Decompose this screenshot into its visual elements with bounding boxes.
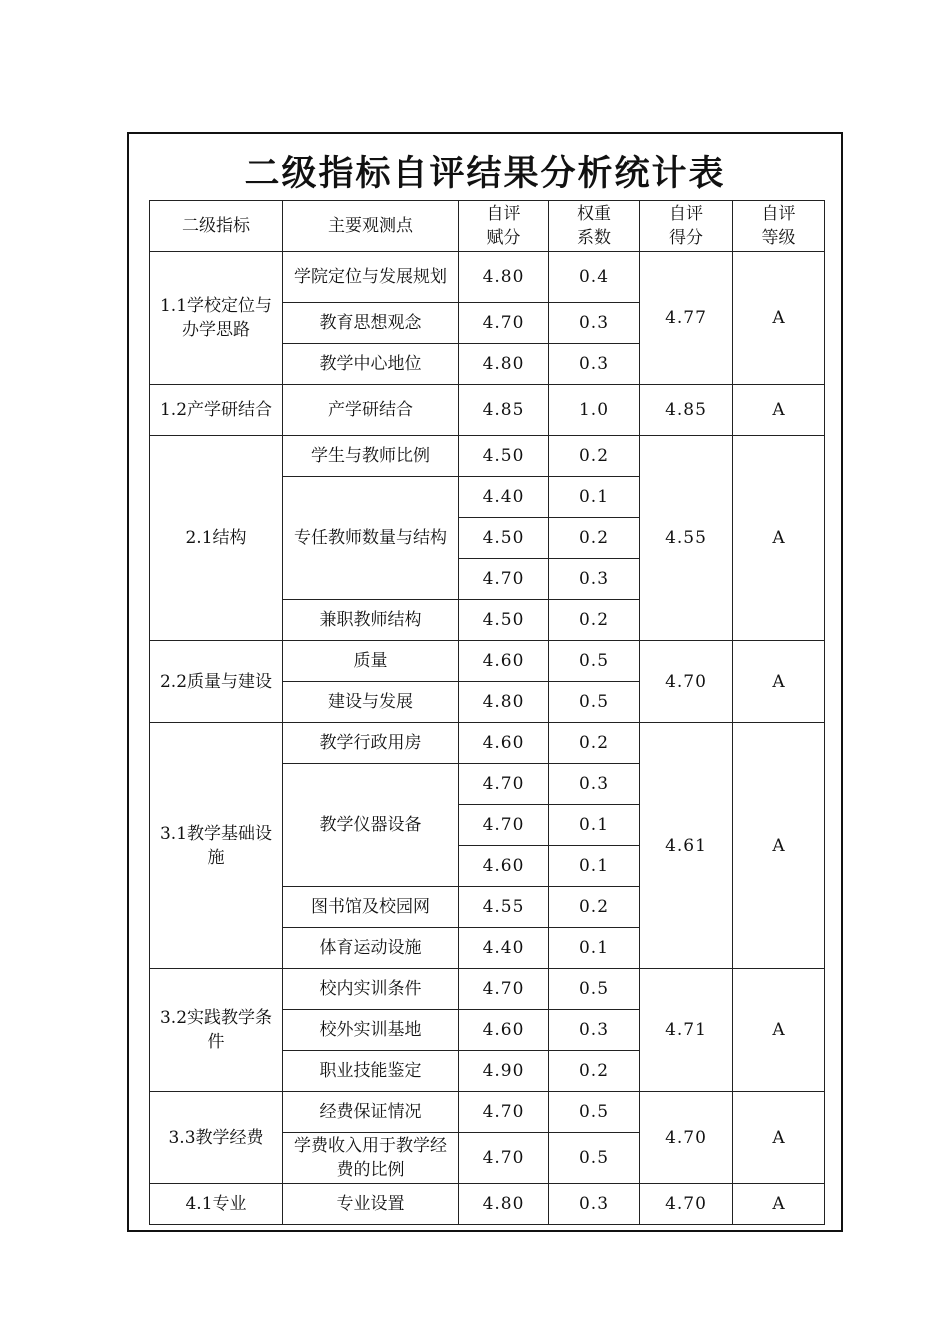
self-score-cell: 4.70 [459, 559, 549, 600]
self-score-cell: 4.50 [459, 600, 549, 641]
header-main-points: 主要观测点 [283, 201, 459, 252]
grade-cell: A [733, 641, 825, 723]
weight-cell: 0.2 [549, 436, 640, 477]
header-grade: 自评 等级 [733, 201, 825, 252]
self-score-cell: 4.60 [459, 641, 549, 682]
weight-cell: 0.5 [549, 1092, 640, 1133]
weight-cell: 0.5 [549, 1133, 640, 1184]
self-result-cell: 4.77 [640, 252, 733, 385]
self-result-cell: 4.70 [640, 641, 733, 723]
self-score-cell: 4.80 [459, 252, 549, 303]
observation-point-cell: 职业技能鉴定 [283, 1051, 459, 1092]
weight-cell: 0.3 [549, 1010, 640, 1051]
observation-point-cell: 教学中心地位 [283, 344, 459, 385]
self-score-cell: 4.90 [459, 1051, 549, 1092]
observation-point-cell: 教育思想观念 [283, 303, 459, 344]
weight-cell: 0.3 [549, 344, 640, 385]
weight-cell: 0.2 [549, 518, 640, 559]
observation-point-cell: 图书馆及校园网 [283, 887, 459, 928]
weight-cell: 0.4 [549, 252, 640, 303]
weight-cell: 0.2 [549, 723, 640, 764]
self-result-cell: 4.70 [640, 1184, 733, 1225]
weight-cell: 0.1 [549, 477, 640, 518]
self-score-cell: 4.80 [459, 344, 549, 385]
secondary-index-cell: 3.1教学基础设施 [150, 723, 283, 969]
table-row [150, 723, 825, 764]
observation-point-cell: 建设与发展 [283, 682, 459, 723]
observation-point-cell: 校外实训基地 [283, 1010, 459, 1051]
grade-cell: A [733, 252, 825, 385]
weight-cell: 0.3 [549, 764, 640, 805]
weight-cell: 0.3 [549, 303, 640, 344]
weight-cell: 0.5 [549, 682, 640, 723]
weight-cell: 0.3 [549, 1184, 640, 1225]
self-score-cell: 4.40 [459, 477, 549, 518]
self-result-cell: 4.71 [640, 969, 733, 1092]
weight-cell: 0.1 [549, 846, 640, 887]
observation-point-cell: 专任教师数量与结构 [283, 477, 459, 600]
observation-point-cell: 体育运动设施 [283, 928, 459, 969]
observation-point-cell: 教学仪器设备 [283, 764, 459, 887]
grade-cell: A [733, 969, 825, 1092]
observation-point-cell: 兼职教师结构 [283, 600, 459, 641]
header-secondary-index: 二级指标 [150, 201, 283, 252]
self-result-cell: 4.70 [640, 1092, 733, 1184]
observation-point-cell: 产学研结合 [283, 385, 459, 436]
observation-point-cell: 学院定位与发展规划 [283, 252, 459, 303]
table-row [150, 436, 825, 477]
header-self-result: 自评 得分 [640, 201, 733, 252]
weight-cell: 0.5 [549, 969, 640, 1010]
table-row [150, 641, 825, 682]
weight-cell: 0.3 [549, 559, 640, 600]
weight-cell: 0.2 [549, 887, 640, 928]
header-self-score: 自评 赋分 [459, 201, 549, 252]
self-score-cell: 4.80 [459, 1184, 549, 1225]
weight-cell: 0.2 [549, 1051, 640, 1092]
self-score-cell: 4.40 [459, 928, 549, 969]
secondary-index-cell: 3.3教学经费 [150, 1092, 283, 1184]
observation-point-cell: 教学行政用房 [283, 723, 459, 764]
observation-point-cell: 校内实训条件 [283, 969, 459, 1010]
secondary-index-cell: 1.2产学研结合 [150, 385, 283, 436]
self-score-cell: 4.55 [459, 887, 549, 928]
evaluation-table [149, 200, 825, 1225]
self-score-cell: 4.80 [459, 682, 549, 723]
self-score-cell: 4.70 [459, 805, 549, 846]
table-row [150, 969, 825, 1010]
table-row [150, 385, 825, 436]
self-score-cell: 4.70 [459, 1092, 549, 1133]
observation-point-cell: 学生与教师比例 [283, 436, 459, 477]
secondary-index-cell: 4.1专业 [150, 1184, 283, 1225]
grade-cell: A [733, 385, 825, 436]
self-result-cell: 4.61 [640, 723, 733, 969]
table-row [150, 1184, 825, 1225]
header-row [150, 201, 825, 252]
page-title: 二级指标自评结果分析统计表 [244, 153, 726, 194]
observation-point-cell: 学费收入用于教学经费的比例 [283, 1133, 459, 1184]
grade-cell: A [733, 1184, 825, 1225]
weight-cell: 1.0 [549, 385, 640, 436]
secondary-index-cell: 2.1结构 [150, 436, 283, 641]
self-score-cell: 4.50 [459, 518, 549, 559]
table-row [150, 1092, 825, 1133]
document-frame [127, 132, 843, 1232]
weight-cell: 0.1 [549, 928, 640, 969]
secondary-index-cell: 3.2实践教学条件 [150, 969, 283, 1092]
secondary-index-cell: 1.1学校定位与办学思路 [150, 252, 283, 385]
table-body [150, 201, 825, 1225]
self-score-cell: 4.50 [459, 436, 549, 477]
weight-cell: 0.5 [549, 641, 640, 682]
grade-cell: A [733, 1092, 825, 1184]
header-weight: 权重 系数 [549, 201, 640, 252]
grade-cell: A [733, 723, 825, 969]
grade-cell: A [733, 436, 825, 641]
observation-point-cell: 质量 [283, 641, 459, 682]
self-score-cell: 4.60 [459, 846, 549, 887]
self-result-cell: 4.55 [640, 436, 733, 641]
observation-point-cell: 专业设置 [283, 1184, 459, 1225]
self-score-cell: 4.60 [459, 1010, 549, 1051]
observation-point-cell: 经费保证情况 [283, 1092, 459, 1133]
weight-cell: 0.2 [549, 600, 640, 641]
table-row [150, 252, 825, 303]
self-score-cell: 4.70 [459, 764, 549, 805]
self-score-cell: 4.70 [459, 1133, 549, 1184]
self-score-cell: 4.60 [459, 723, 549, 764]
self-score-cell: 4.85 [459, 385, 549, 436]
secondary-index-cell: 2.2质量与建设 [150, 641, 283, 723]
self-score-cell: 4.70 [459, 303, 549, 344]
weight-cell: 0.1 [549, 805, 640, 846]
self-score-cell: 4.70 [459, 969, 549, 1010]
self-result-cell: 4.85 [640, 385, 733, 436]
